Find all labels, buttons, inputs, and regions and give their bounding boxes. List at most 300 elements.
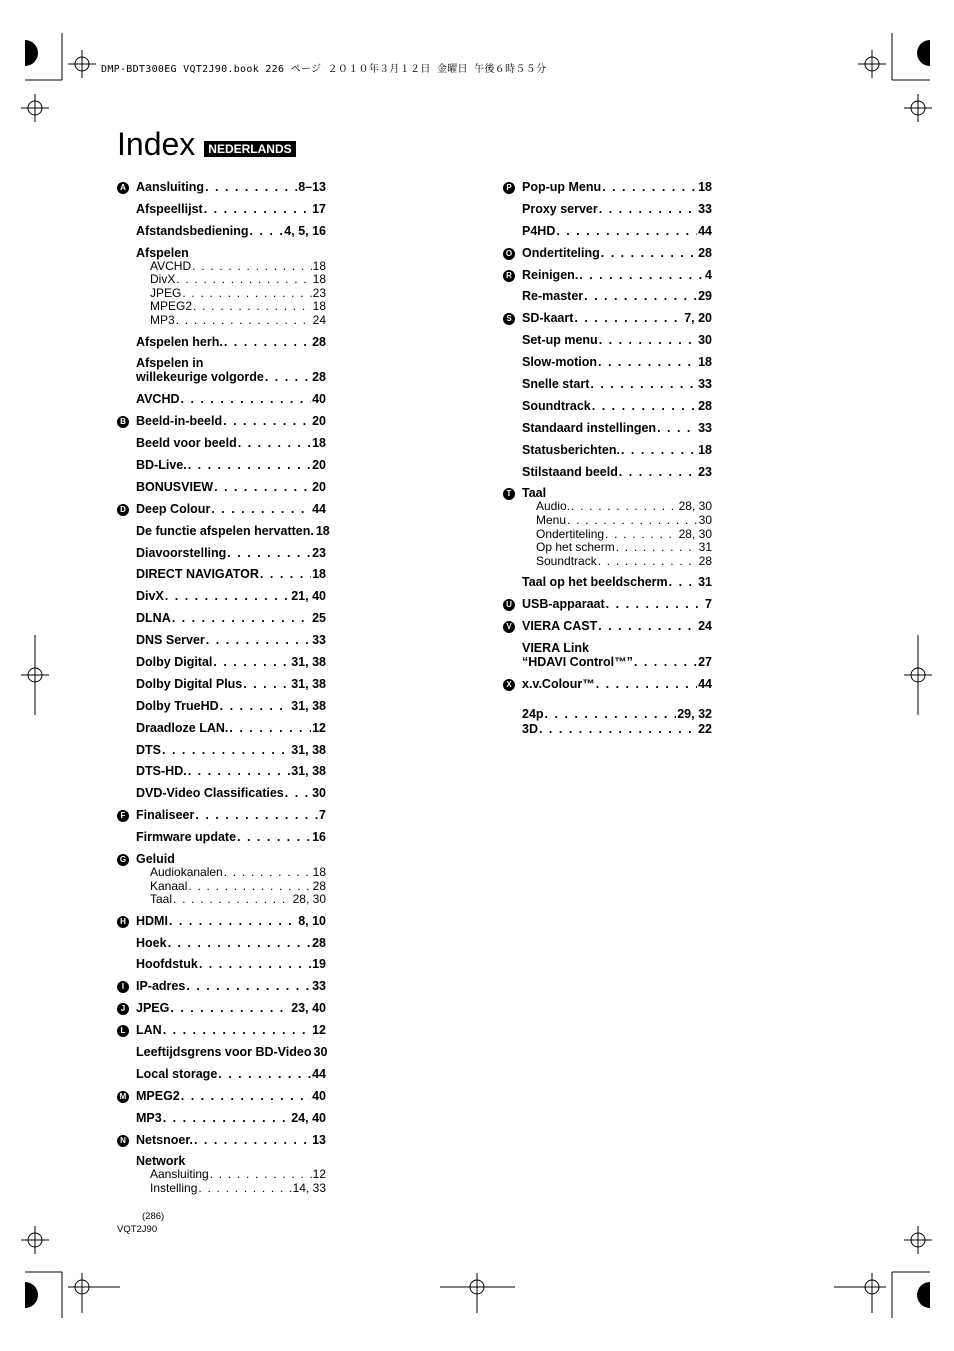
dot-leader [188,764,291,779]
page-reference: 33 [698,420,712,435]
index-entry [117,677,326,692]
letter-marker: V [503,621,515,633]
index-row [522,268,712,283]
index-term: HDMI [136,913,168,928]
index-term: DivX [136,589,164,604]
page-reference: 17 [312,201,326,216]
page-title: Index [117,126,196,162]
index-entry [117,1023,326,1038]
index-entry [117,246,326,328]
index-entry [117,808,326,823]
index-term: BONUSVIEW [136,479,214,494]
index-term: Hoek [136,935,167,950]
index-term: BD-Live. [136,457,187,472]
index-row [136,202,326,217]
index-entry [503,619,712,634]
sub-entries [136,260,326,328]
index-term: LAN [136,1023,162,1038]
index-row [522,355,712,370]
index-term: Afspelen herh. [136,334,223,349]
page-reference: 27 [698,655,712,669]
page-reference: 23, 40 [291,1001,326,1016]
dot-leader [237,830,311,845]
index-row [150,880,326,894]
page-reference: 28, 30 [678,499,712,514]
index-row [136,480,326,495]
dot-leader [590,377,697,392]
index-entry [503,677,712,692]
letter-marker: T [503,488,515,500]
language-badge: NEDERLANDS [204,141,295,157]
dot-leader [606,597,704,612]
index-term: Taal [150,892,173,907]
page-reference: 24 [312,313,326,328]
index-term: Diavoorstelling [136,545,227,560]
dot-leader [250,224,284,239]
index-entry [117,458,326,473]
dot-leader [165,589,290,604]
dot-leader [168,936,312,951]
index-term: Geluid [136,852,175,867]
dot-leader [211,502,311,517]
index-entry [117,502,326,517]
page-reference: 33 [698,201,712,216]
index-row [536,555,712,569]
page-reference: 28, 30 [678,526,712,541]
page-reference: 28 [698,245,712,260]
index-entry [503,224,712,239]
dot-leader [238,436,311,451]
page-reference: 18 [312,567,326,582]
dot-leader [193,300,312,314]
index-entry [503,268,712,283]
dot-leader [205,180,297,195]
index-term: Taal [522,486,547,501]
page-reference: 40 [312,392,326,407]
index-row [136,502,326,517]
dot-leader [176,273,311,287]
index-entry [503,465,712,480]
dot-leader [669,575,697,590]
index-row [150,1182,326,1196]
index-entry [117,699,326,714]
index-row [136,1133,326,1148]
page-reference: 20 [312,479,326,494]
page-reference: 29 [698,289,712,304]
index-term: 24p [522,706,544,721]
index-row [522,443,712,458]
page-reference: 19 [312,957,326,972]
page-reference: 13 [312,1132,326,1147]
page-reference: 7 [705,597,712,612]
index-entry [117,743,326,758]
dot-leader [260,567,311,582]
page-reference: 28 [312,935,326,950]
dot-leader [176,314,312,328]
index-entry [117,764,326,779]
index-row [522,333,712,348]
index-term: Instelling [150,1181,198,1196]
index-row [536,528,712,542]
index-row [150,300,326,314]
index-row [136,335,326,350]
index-term: DivX [150,272,176,287]
page-reference: 31 [698,575,712,590]
index-entry [117,936,326,951]
dot-leader [657,421,697,436]
index-row [536,500,712,514]
dot-leader [220,699,291,714]
index-entry [503,355,712,370]
dot-leader [224,335,311,350]
dot-leader [619,465,697,480]
index-row [536,514,712,528]
index-row [522,421,712,436]
page-reference: 18 [312,436,326,451]
index-entry [117,721,326,736]
index-row [136,721,326,736]
index-term: Dolby Digital Plus [136,676,243,691]
page-reference: 30 [698,333,712,348]
dot-leader [579,268,704,283]
index-entry [503,597,712,612]
page-reference: 18 [698,355,712,370]
page-reference: 23 [312,545,326,560]
index-term: JPEG [136,1001,170,1016]
index-entry [117,392,326,407]
letter-marker: J [117,1003,129,1015]
dot-leader [186,979,311,994]
index-entry [117,1111,326,1126]
dot-leader [605,528,678,542]
dot-leader [218,1067,311,1082]
index-entry [117,480,326,495]
index-row [150,273,326,287]
page-reference: 31, 38 [291,764,326,779]
page-reference: 28 [698,553,712,568]
dot-leader [567,514,698,528]
index-entry [117,335,326,350]
page-reference: 8, 10 [298,913,326,928]
index-term: DLNA [136,611,171,626]
index-term: Pop-up Menu [522,180,602,194]
index-term: Network [136,1154,186,1169]
index-entry [503,707,712,722]
letter-marker: S [503,313,515,325]
index-entry [117,1067,326,1082]
page-reference: 30 [698,513,712,528]
book-header: DMP-BDT300EG VQT2J90.book 226 ページ ２０１０年３月１２日 金曜日 午後６時５５分 [101,64,547,75]
index-term: Aansluiting [136,180,205,194]
index-row [136,633,326,648]
page-reference: 44 [698,223,712,238]
dot-leader [192,260,312,274]
index-entry [117,852,326,907]
index-row [136,677,326,692]
index-term: DTS-HD. [136,764,187,779]
index-entry [117,830,326,845]
dot-leader [265,370,311,385]
index-term: MPEG2 [136,1088,180,1103]
page-reference: 24 [698,619,712,634]
letter-marker: D [117,504,129,516]
page-reference: 12 [312,1167,326,1182]
page-reference: 18 [312,272,326,287]
dot-leader [545,707,677,722]
dot-leader [243,677,290,692]
index-term: DNS Server [136,633,205,648]
page-reference: 7, 20 [684,311,712,326]
index-row [136,764,326,779]
dot-leader [556,224,697,239]
dot-leader [163,1023,311,1038]
page-reference: 28, 30 [292,892,326,907]
index-row [136,914,326,929]
index-term: Soundtrack [522,398,591,413]
letter-marker: N [117,1135,129,1147]
dot-leader [574,311,683,326]
index-entry [117,1154,326,1195]
index-row [522,677,712,692]
index-row [150,287,326,301]
index-entry [117,414,326,429]
index-term: SD-kaart [522,311,574,326]
letter-marker: M [117,1091,129,1103]
letter-marker: G [117,854,129,866]
index-term: Stilstaand beeld [522,464,618,479]
index-column-left [117,180,330,1203]
dot-leader [210,1168,312,1182]
index-term: Taal op het beeldscherm [522,575,668,590]
index-term: Leeftijdsgrens voor BD-Video [136,1045,312,1060]
page-reference: 44 [312,1066,326,1081]
dot-leader [214,480,311,495]
page-reference: 33 [312,633,326,648]
index-row [522,619,712,634]
index-row [136,458,326,473]
dot-leader [592,399,697,414]
index-row [522,377,712,392]
letter-marker: A [117,182,129,194]
index-term: Dolby Digital [136,655,213,669]
index-row [150,893,326,907]
index-row [522,575,712,590]
index-term: DVD-Video Classificaties [136,786,284,801]
index-term: Set-up menu [522,333,598,348]
index-term: Afstandsbediening [136,223,249,238]
dot-leader [206,633,311,648]
index-term: Soundtrack [536,553,597,568]
index-entry [117,786,326,801]
index-row [522,246,712,261]
dot-leader [195,808,318,823]
index-row [150,260,326,274]
dot-leader [181,1089,311,1104]
page-reference: 44 [698,676,712,691]
page-reference: 18 [315,523,330,538]
dot-leader [181,392,312,407]
dot-leader [571,500,678,514]
index-row [136,414,326,429]
page-footer [117,1210,164,1236]
index-row [136,786,326,801]
letter-marker: B [117,416,129,428]
page-reference: 30 [313,1045,328,1060]
index-term: Reinigen. [522,267,579,282]
dot-leader [634,655,697,670]
index-entry [503,202,712,217]
index-row [522,465,712,480]
page-reference: 7 [319,808,326,823]
dot-leader [213,655,290,670]
index-row [536,541,712,555]
dot-leader [539,722,697,737]
dot-leader [198,1182,291,1196]
index-heading [117,128,296,160]
dot-leader [170,1001,290,1016]
page-reference: 4, 5, 16 [284,223,326,238]
page-reference: 31, 38 [291,742,326,757]
index-entry [117,589,326,604]
index-row [150,866,326,880]
index-row [136,743,326,758]
page-reference: 12 [312,1023,326,1038]
dot-leader [204,202,311,217]
page-reference: 8–13 [298,180,326,194]
page-reference: 18 [312,865,326,880]
index-entry [117,1001,326,1016]
index-term: Aansluiting [150,1167,209,1182]
index-term: MP3 [136,1110,162,1125]
index-term-line: Afspelen in [136,356,204,371]
page-reference: 31, 38 [291,698,326,713]
index-entry [503,377,712,392]
page-reference: 40 [312,1088,326,1103]
index-term: AVCHD [150,258,192,273]
document-code: VQT2J90 [117,1224,158,1235]
index-entry [503,333,712,348]
letter-marker: U [503,599,515,611]
index-entry [117,914,326,929]
index-term: Local storage [136,1066,218,1081]
index-term: P4HD [522,223,556,238]
dot-leader [199,957,311,972]
dot-leader [173,893,292,907]
index-entry [117,1133,326,1148]
page-reference: 29, 32 [677,706,712,721]
index-row [522,311,712,326]
dot-leader [602,180,697,195]
index-term: Ondertiteling [536,526,605,541]
index-entry [117,633,326,648]
index-entry [503,421,712,436]
page-number: (286) [142,1211,165,1222]
dot-leader [188,458,311,473]
letter-marker: H [117,916,129,928]
index-term: Snelle start [522,377,590,392]
index-entry [503,399,712,414]
index-term: Kanaal [150,878,188,893]
index-term: Ondertiteling [522,245,600,260]
index-term: x.v.Colour™ [522,676,595,691]
index-entry [117,567,326,582]
letter-marker: I [117,981,129,993]
index-row [136,830,326,845]
index-row [150,1168,326,1182]
index-entry [117,546,326,561]
page-reference: 23 [312,285,326,300]
page-reference: 28 [698,398,712,413]
index-term: MP3 [150,313,175,328]
index-entry [117,655,326,670]
index-entry [117,356,326,385]
index-row [136,1089,326,1104]
dot-leader [188,880,311,894]
index-term: AVCHD [136,392,180,407]
index-row [136,392,326,407]
letter-marker: F [117,810,129,822]
dot-leader [601,246,697,261]
index-row [136,1001,326,1016]
index-row [136,655,326,670]
index-row [136,224,326,239]
index-entry [503,486,712,568]
page-reference: 30 [312,786,326,801]
index-term: Draadloze LAN. [136,720,229,735]
page-reference: 23 [698,464,712,479]
index-term: Statusberichten. [522,442,620,457]
page-reference: 18 [698,180,712,194]
index-entry [503,246,712,261]
index-row [136,957,326,972]
index-entry [503,289,712,304]
dot-leader [596,677,697,692]
dot-leader [584,289,697,304]
index-row [136,370,326,385]
index-term: Netsnoer. [136,1132,193,1147]
page-reference: 31 [698,540,712,555]
page-reference: 4 [705,267,712,282]
index-entry [117,523,330,539]
index-row [136,1045,326,1060]
dot-leader [224,866,312,880]
page-reference: 25 [312,611,326,626]
dot-leader [599,202,697,217]
letter-marker: P [503,182,515,194]
index-term: DTS [136,742,161,757]
dot-leader [229,721,311,736]
dot-leader [172,611,311,626]
sub-entries [136,866,326,907]
index-term-line: VIERA Link [522,641,589,655]
page-reference: 28 [312,370,326,385]
dot-leader [223,414,311,429]
index-row [136,1111,326,1126]
index-term: Op het scherm [536,540,615,555]
index-entry [117,180,326,195]
index-entry [503,641,712,670]
page-reference: 14, 33 [292,1181,326,1196]
index-entry [117,1089,326,1104]
index-row [150,314,326,328]
index-term: Deep Colour [136,501,211,516]
dot-leader [621,443,697,458]
section-spacer [503,699,712,707]
index-term: USB-apparaat [522,597,605,612]
index-term: VIERA CAST [522,619,598,634]
page-reference: 44 [312,501,326,516]
index-row [136,589,326,604]
